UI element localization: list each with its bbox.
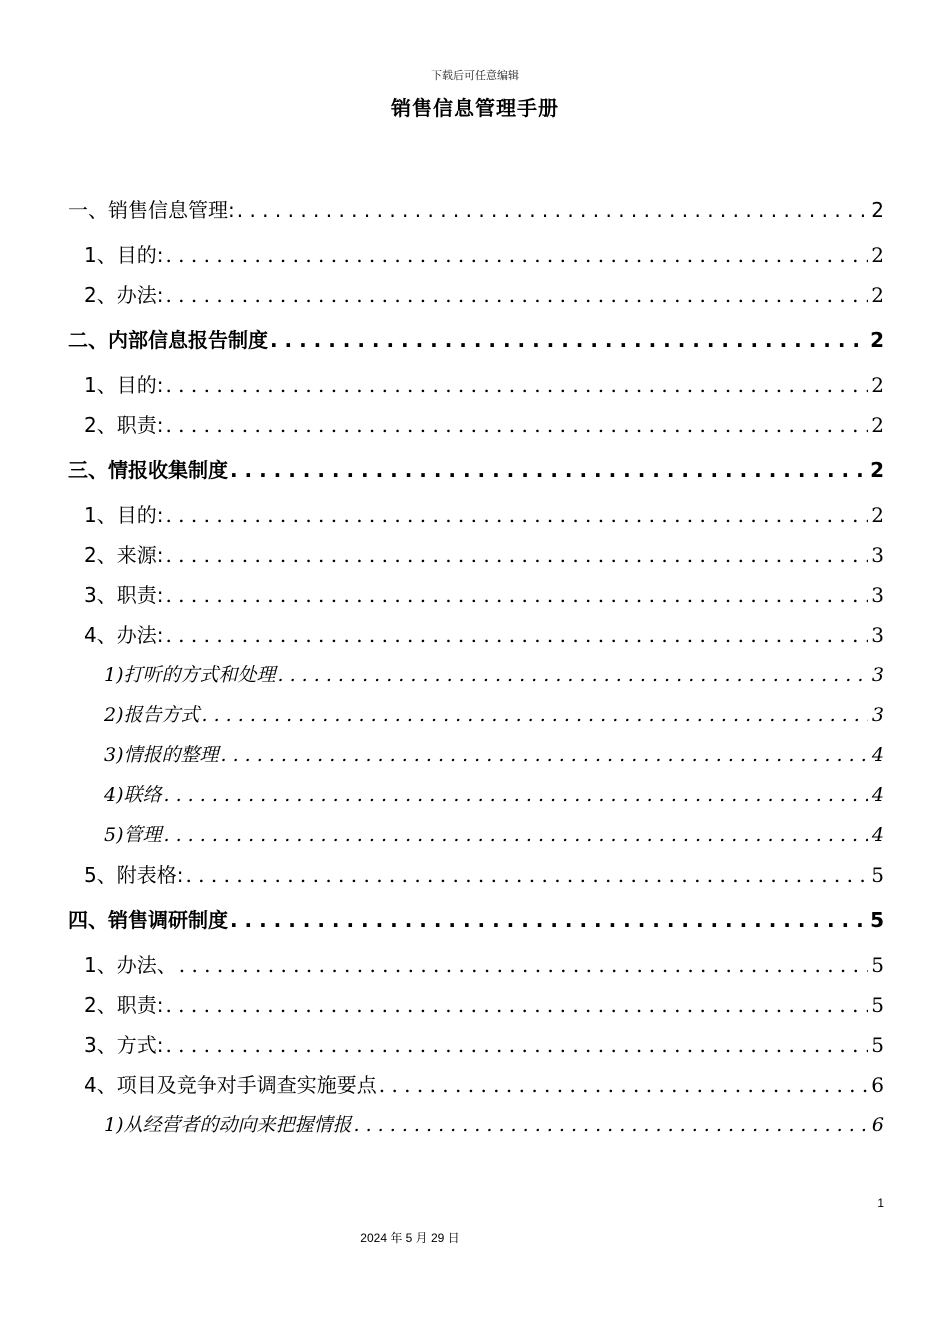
toc-entry[interactable] — [68, 275, 884, 315]
toc-dot-leader — [165, 1025, 868, 1065]
toc-entry-page: 2 — [870, 328, 884, 352]
toc-entry-label: 3)情报的整理 — [104, 744, 219, 766]
toc-entry-page: 4 — [871, 744, 884, 766]
toc-dot-leader — [165, 405, 868, 445]
toc-entry-page: 2 — [871, 503, 884, 527]
toc-entry-page: 6 — [871, 1114, 884, 1136]
toc-entry-label: 二、内部信息报告制度 — [68, 328, 268, 352]
toc-dot-leader — [179, 945, 868, 985]
toc-entry-page: 3 — [871, 623, 884, 647]
toc-entry-label: 2、职责: — [84, 413, 164, 437]
toc-dot-leader — [165, 575, 868, 615]
toc-entry[interactable] — [68, 315, 884, 365]
toc-dot-leader — [270, 315, 868, 365]
toc-entry[interactable] — [68, 735, 884, 775]
toc-entry[interactable] — [68, 185, 884, 235]
toc-entry-label: 4、办法: — [84, 623, 164, 647]
toc-dot-leader — [237, 185, 868, 235]
toc-entry[interactable] — [68, 895, 884, 945]
toc-entry[interactable] — [68, 775, 884, 815]
toc-entry-page: 3 — [871, 664, 884, 686]
toc-entry-label: 3、方式: — [84, 1033, 164, 1057]
page-number: 1 — [877, 1196, 884, 1210]
toc-dot-leader — [230, 895, 868, 945]
toc-entry-label: 5)管理 — [104, 824, 162, 846]
toc-entry-page: 5 — [870, 908, 884, 932]
toc-entry[interactable] — [68, 985, 884, 1025]
toc-entry-label: 四、销售调研制度 — [68, 908, 228, 932]
toc-entry[interactable] — [68, 855, 884, 895]
toc-entry-page: 2 — [871, 283, 884, 307]
toc-dot-leader — [164, 775, 868, 815]
toc-entry[interactable] — [68, 535, 884, 575]
toc-entry-label: 1、办法、 — [84, 953, 177, 977]
toc-entry-page: 4 — [871, 784, 884, 806]
toc-entry-label: 2)报告方式 — [104, 704, 200, 726]
toc-dot-leader — [165, 365, 868, 405]
toc-entry[interactable] — [68, 365, 884, 405]
toc-entry[interactable] — [68, 235, 884, 275]
toc-entry-label: 5、附表格: — [84, 863, 184, 887]
toc-entry-label: 1、目的: — [84, 243, 164, 267]
toc-entry-label: 2、办法: — [84, 283, 164, 307]
toc-entry-page: 4 — [871, 824, 884, 846]
toc-entry-page: 5 — [871, 993, 884, 1017]
footer-date: 2024 年 5 月 29 日 — [360, 1231, 460, 1245]
toc-entry-label: 三、情报收集制度 — [68, 458, 228, 482]
toc-entry[interactable] — [68, 655, 884, 695]
toc-dot-leader — [164, 815, 868, 855]
toc-entry-label: 2、来源: — [84, 543, 164, 567]
header-note: 下载后可任意编辑 — [431, 69, 519, 82]
toc-entry[interactable] — [68, 945, 884, 985]
toc-dot-leader — [165, 615, 868, 655]
toc-entry-page: 3 — [871, 543, 884, 567]
toc-dot-leader — [354, 1105, 868, 1145]
toc-entry-page: 2 — [871, 373, 884, 397]
toc-dot-leader — [165, 235, 868, 275]
toc-entry-page: 2 — [871, 198, 884, 222]
toc-dot-leader — [202, 695, 868, 735]
toc-dot-leader — [165, 275, 868, 315]
toc-entry[interactable] — [68, 615, 884, 655]
toc-entry[interactable] — [68, 575, 884, 615]
toc-dot-leader — [185, 855, 868, 895]
toc-entry[interactable] — [68, 495, 884, 535]
toc-entry-page: 5 — [871, 863, 884, 887]
toc-entry-page: 5 — [871, 1033, 884, 1057]
toc-entry[interactable] — [68, 815, 884, 855]
toc-entry-label: 一、销售信息管理: — [68, 198, 235, 222]
toc-entry-page: 3 — [871, 704, 884, 726]
toc-entry-label: 1、目的: — [84, 503, 164, 527]
toc-dot-leader — [221, 735, 868, 775]
toc-entry-page: 6 — [871, 1073, 884, 1097]
toc-entry[interactable] — [68, 1065, 884, 1105]
toc-dot-leader — [230, 445, 868, 495]
toc-dot-leader — [379, 1065, 868, 1105]
toc-entry-label: 1)从经营者的动向来把握情报 — [104, 1114, 352, 1136]
toc-dot-leader — [165, 535, 868, 575]
toc-entry-page: 5 — [871, 953, 884, 977]
toc-entry[interactable] — [68, 445, 884, 495]
toc-dot-leader — [278, 655, 868, 695]
toc-entry-page: 2 — [870, 458, 884, 482]
document-title: 销售信息管理手册 — [391, 96, 559, 120]
toc-entry[interactable] — [68, 1105, 884, 1145]
toc-entry[interactable] — [68, 1025, 884, 1065]
toc-entry-label: 1)打听的方式和处理 — [104, 664, 276, 686]
toc-entry-label: 4)联络 — [104, 784, 162, 806]
toc-entry-label: 2、职责: — [84, 993, 164, 1017]
toc-entry-page: 3 — [871, 583, 884, 607]
toc-entry-page: 2 — [871, 413, 884, 437]
toc-entry-label: 4、项目及竞争对手调查实施要点 — [84, 1073, 377, 1097]
toc-entry-label: 3、职责: — [84, 583, 164, 607]
toc-dot-leader — [165, 985, 868, 1025]
toc-entry[interactable] — [68, 695, 884, 735]
toc-entry-page: 2 — [871, 243, 884, 267]
toc-entry-label: 1、目的: — [84, 373, 164, 397]
table-of-contents — [68, 185, 884, 1145]
toc-entry[interactable] — [68, 405, 884, 445]
toc-dot-leader — [165, 495, 868, 535]
